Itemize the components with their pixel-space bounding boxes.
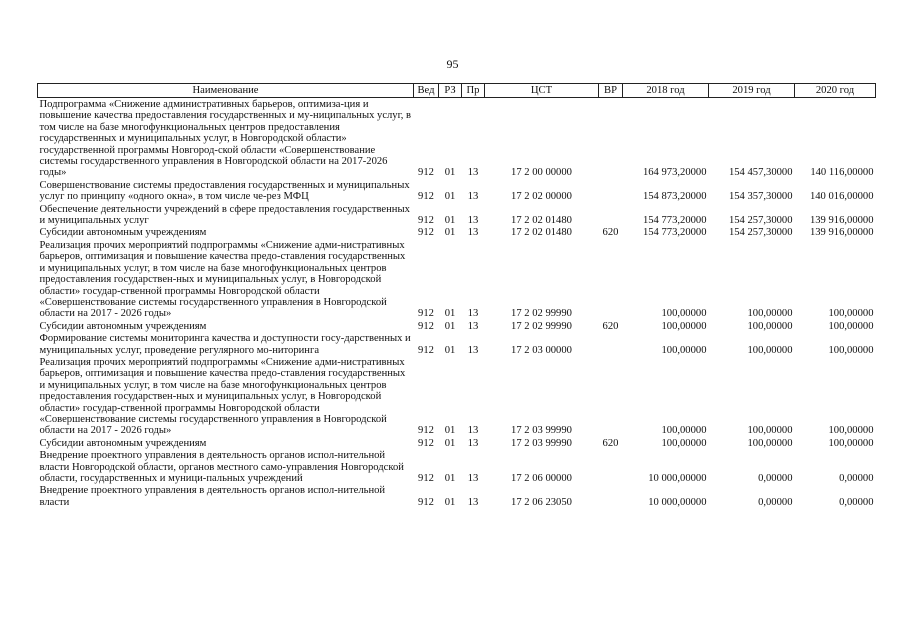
- cell-rz: 01: [444, 425, 456, 437]
- cell-2018: 154 773,20000: [642, 215, 707, 227]
- header-rz: РЗ: [439, 84, 462, 98]
- cell-ved: 912: [418, 308, 434, 320]
- table-body: [38, 98, 876, 509]
- cell-2018: 154 873,20000: [642, 191, 707, 203]
- table-row: [38, 179, 876, 203]
- cell-cst: 17 2 02 00000: [511, 191, 572, 203]
- cell-pr: 13: [467, 308, 479, 320]
- cell-2018: 100,00000: [661, 344, 707, 356]
- table-header-row: [38, 84, 876, 98]
- cell-vr: 620: [602, 320, 619, 332]
- cell-ved: 912: [418, 496, 434, 508]
- cell-vr: [599, 484, 623, 508]
- cell-2020: 0,00000: [839, 496, 874, 508]
- table-row: [38, 484, 876, 508]
- cell-pr: 13: [467, 320, 479, 332]
- header-vr: ВР: [599, 84, 623, 98]
- cell-2020: 139 916,00000: [809, 227, 874, 239]
- cell-pr: 13: [467, 215, 479, 227]
- cell-vr: [599, 98, 623, 179]
- cell-2019: 154 457,30000: [728, 167, 793, 179]
- cell-ved: 912: [418, 344, 434, 356]
- cell-name: Субсидии автономным учреждениям: [39, 437, 207, 449]
- cell-rz: 01: [444, 496, 456, 508]
- cell-2019: 100,00000: [747, 425, 793, 437]
- table-row: [38, 437, 876, 449]
- table-row: [38, 226, 876, 238]
- table-row: [38, 320, 876, 332]
- cell-pr: 13: [467, 344, 479, 356]
- cell-vr: [599, 449, 623, 484]
- cell-name: Формирование системы мониторинга качества и доступности госу-дарственных и муниципальных услуг, проведение регулярного мо-ниторинга: [39, 333, 411, 356]
- header-pr: Пр: [462, 84, 485, 98]
- cell-name: Совершенствование системы предоставления государственных и муниципальных услуг по принципу «одного окна», в том числе че-рез МФЦ: [39, 179, 410, 203]
- cell-2019: 0,00000: [758, 496, 793, 508]
- cell-2019: 0,00000: [758, 473, 793, 484]
- cell-2018: 154 773,20000: [642, 227, 707, 239]
- cell-vr: 620: [602, 437, 619, 449]
- cell-2018: 100,00000: [661, 425, 707, 437]
- cell-rz: 01: [444, 308, 456, 320]
- cell-rz: 01: [444, 473, 456, 484]
- cell-vr: 620: [602, 227, 619, 239]
- cell-2018: 100,00000: [661, 320, 707, 332]
- cell-ved: 912: [418, 320, 434, 332]
- cell-rz: 01: [444, 227, 456, 239]
- cell-cst: 17 2 06 00000: [511, 473, 572, 484]
- cell-ved: 912: [418, 227, 434, 239]
- cell-ved: 912: [418, 191, 434, 203]
- header-2019: 2019 год: [709, 84, 795, 98]
- cell-rz: 01: [444, 215, 456, 227]
- cell-2020: 140 116,00000: [810, 167, 874, 179]
- cell-cst: 17 2 03 99990: [511, 437, 572, 449]
- cell-2018: 164 973,20000: [642, 167, 707, 179]
- cell-2019: 154 357,30000: [728, 191, 793, 203]
- cell-cst: 17 2 03 00000: [511, 344, 572, 356]
- cell-rz: 01: [444, 437, 456, 449]
- cell-pr: 13: [467, 437, 479, 449]
- cell-ved: 912: [418, 425, 434, 437]
- cell-2018: 100,00000: [661, 437, 707, 449]
- cell-name: Субсидии автономным учреждениям: [39, 227, 207, 239]
- table-row: [38, 203, 876, 227]
- cell-2018: 10 000,00000: [648, 496, 707, 508]
- cell-2020: 139 916,00000: [809, 215, 874, 227]
- cell-ved: 912: [418, 167, 434, 179]
- cell-vr: [599, 332, 623, 356]
- table-row: [38, 332, 876, 356]
- table-row: [38, 449, 876, 484]
- cell-2020: 100,00000: [828, 437, 874, 449]
- cell-pr: 13: [467, 496, 479, 508]
- cell-rz: 01: [444, 167, 456, 179]
- cell-name: Обеспечение деятельности учреждений в сфере предоставления государственных и муниципальных услуг: [39, 203, 410, 227]
- cell-cst: 17 2 00 00000: [511, 167, 572, 179]
- cell-2019: 100,00000: [747, 344, 793, 356]
- page-number: 95: [446, 57, 459, 71]
- cell-cst: 17 2 02 99990: [511, 320, 572, 332]
- cell-rz: 01: [444, 344, 456, 356]
- cell-name: Внедрение проектного управления в деятельность органов испол-нительной власти Новгородской области, органов местного само-управления Новгородской области, государственных и муници-пальных учреждений: [39, 450, 404, 484]
- cell-2020: 100,00000: [828, 320, 874, 332]
- header-name: Наименование: [38, 84, 414, 98]
- cell-cst: 17 2 02 01480: [511, 215, 572, 227]
- cell-2018: 100,00000: [661, 308, 707, 320]
- table-row: [38, 98, 876, 179]
- cell-vr: [599, 179, 623, 203]
- cell-pr: 13: [467, 191, 479, 203]
- cell-name: Внедрение проектного управления в деятельность органов испол-нительной власти: [39, 485, 386, 508]
- cell-2019: 154 257,30000: [728, 215, 793, 227]
- header-2018: 2018 год: [623, 84, 709, 98]
- cell-2019: 100,00000: [747, 308, 793, 320]
- cell-pr: 13: [467, 167, 479, 179]
- header-2020: 2020 год: [795, 84, 876, 98]
- cell-rz: 01: [444, 191, 456, 203]
- cell-ved: 912: [418, 437, 434, 449]
- cell-cst: 17 2 02 99990: [511, 308, 572, 320]
- cell-ved: 912: [418, 473, 434, 484]
- header-ved: Вед: [414, 84, 439, 98]
- cell-2018: 10 000,00000: [648, 473, 707, 484]
- cell-2019: 154 257,30000: [728, 227, 793, 239]
- cell-ved: 912: [418, 215, 434, 227]
- cell-cst: 17 2 06 23050: [511, 496, 572, 508]
- cell-pr: 13: [467, 227, 479, 239]
- cell-name: Реализация прочих мероприятий подпрограммы «Снижение адми-нистративных барьеров, оптимизация и повышение качества предо-ставления государственных и муниципальных услуг, в том числе на базе многофункциональных центров предоставления государствен-ных и муниципальных услуг, в Новгородской области» государ-ственной программы Новгородской области «Совершенствование системы государственного управления в Новгородской области на 2017 - 2026 годы»: [39, 356, 406, 437]
- cell-name: Подпрограмма «Снижение административных барьеров, оптимиза-ция и повышение качества предоставления государственных и му-ниципальных услуг, в том числе на базе многофункциональных центров предоставления государственных и муниципальных услуг, в Новгородской области» государственной программы Новгород-ской области «Совершенствование системы государственного управления в Новгородской области на 2017-2026 годы»: [39, 99, 412, 179]
- cell-pr: 13: [467, 473, 479, 484]
- cell-cst: 17 2 03 99990: [511, 425, 572, 437]
- header-cst: ЦСТ: [485, 84, 599, 98]
- cell-name: Реализация прочих мероприятий подпрограммы «Снижение адми-нистративных барьеров, оптимизация и повышение качества предо-ставления государственных и муниципальных услуг, в том числе на базе многофункциональных центров предоставления государствен-ных и муниципальных услуг, в Новгородской области» государ-ственной программы Новгородской области «Совершенствование системы государственного управления в Новгородской области на 2017 - 2026 годы»: [39, 239, 406, 320]
- cell-cst: 17 2 02 01480: [511, 227, 572, 239]
- cell-vr: [599, 203, 623, 227]
- cell-2020: 140 016,00000: [809, 191, 874, 203]
- cell-name: Субсидии автономным учреждениям: [39, 320, 207, 332]
- cell-vr: [599, 239, 623, 320]
- cell-pr: 13: [467, 425, 479, 437]
- table-row: [38, 239, 876, 320]
- cell-vr: [599, 356, 623, 437]
- cell-2019: 100,00000: [747, 437, 793, 449]
- cell-rz: 01: [444, 320, 456, 332]
- cell-2020: 100,00000: [828, 308, 874, 320]
- table-row: [38, 356, 876, 437]
- cell-2019: 100,00000: [747, 320, 793, 332]
- budget-table: [37, 83, 876, 508]
- cell-2020: 100,00000: [828, 344, 874, 356]
- cell-2020: 100,00000: [828, 425, 874, 437]
- cell-2020: 0,00000: [839, 473, 874, 484]
